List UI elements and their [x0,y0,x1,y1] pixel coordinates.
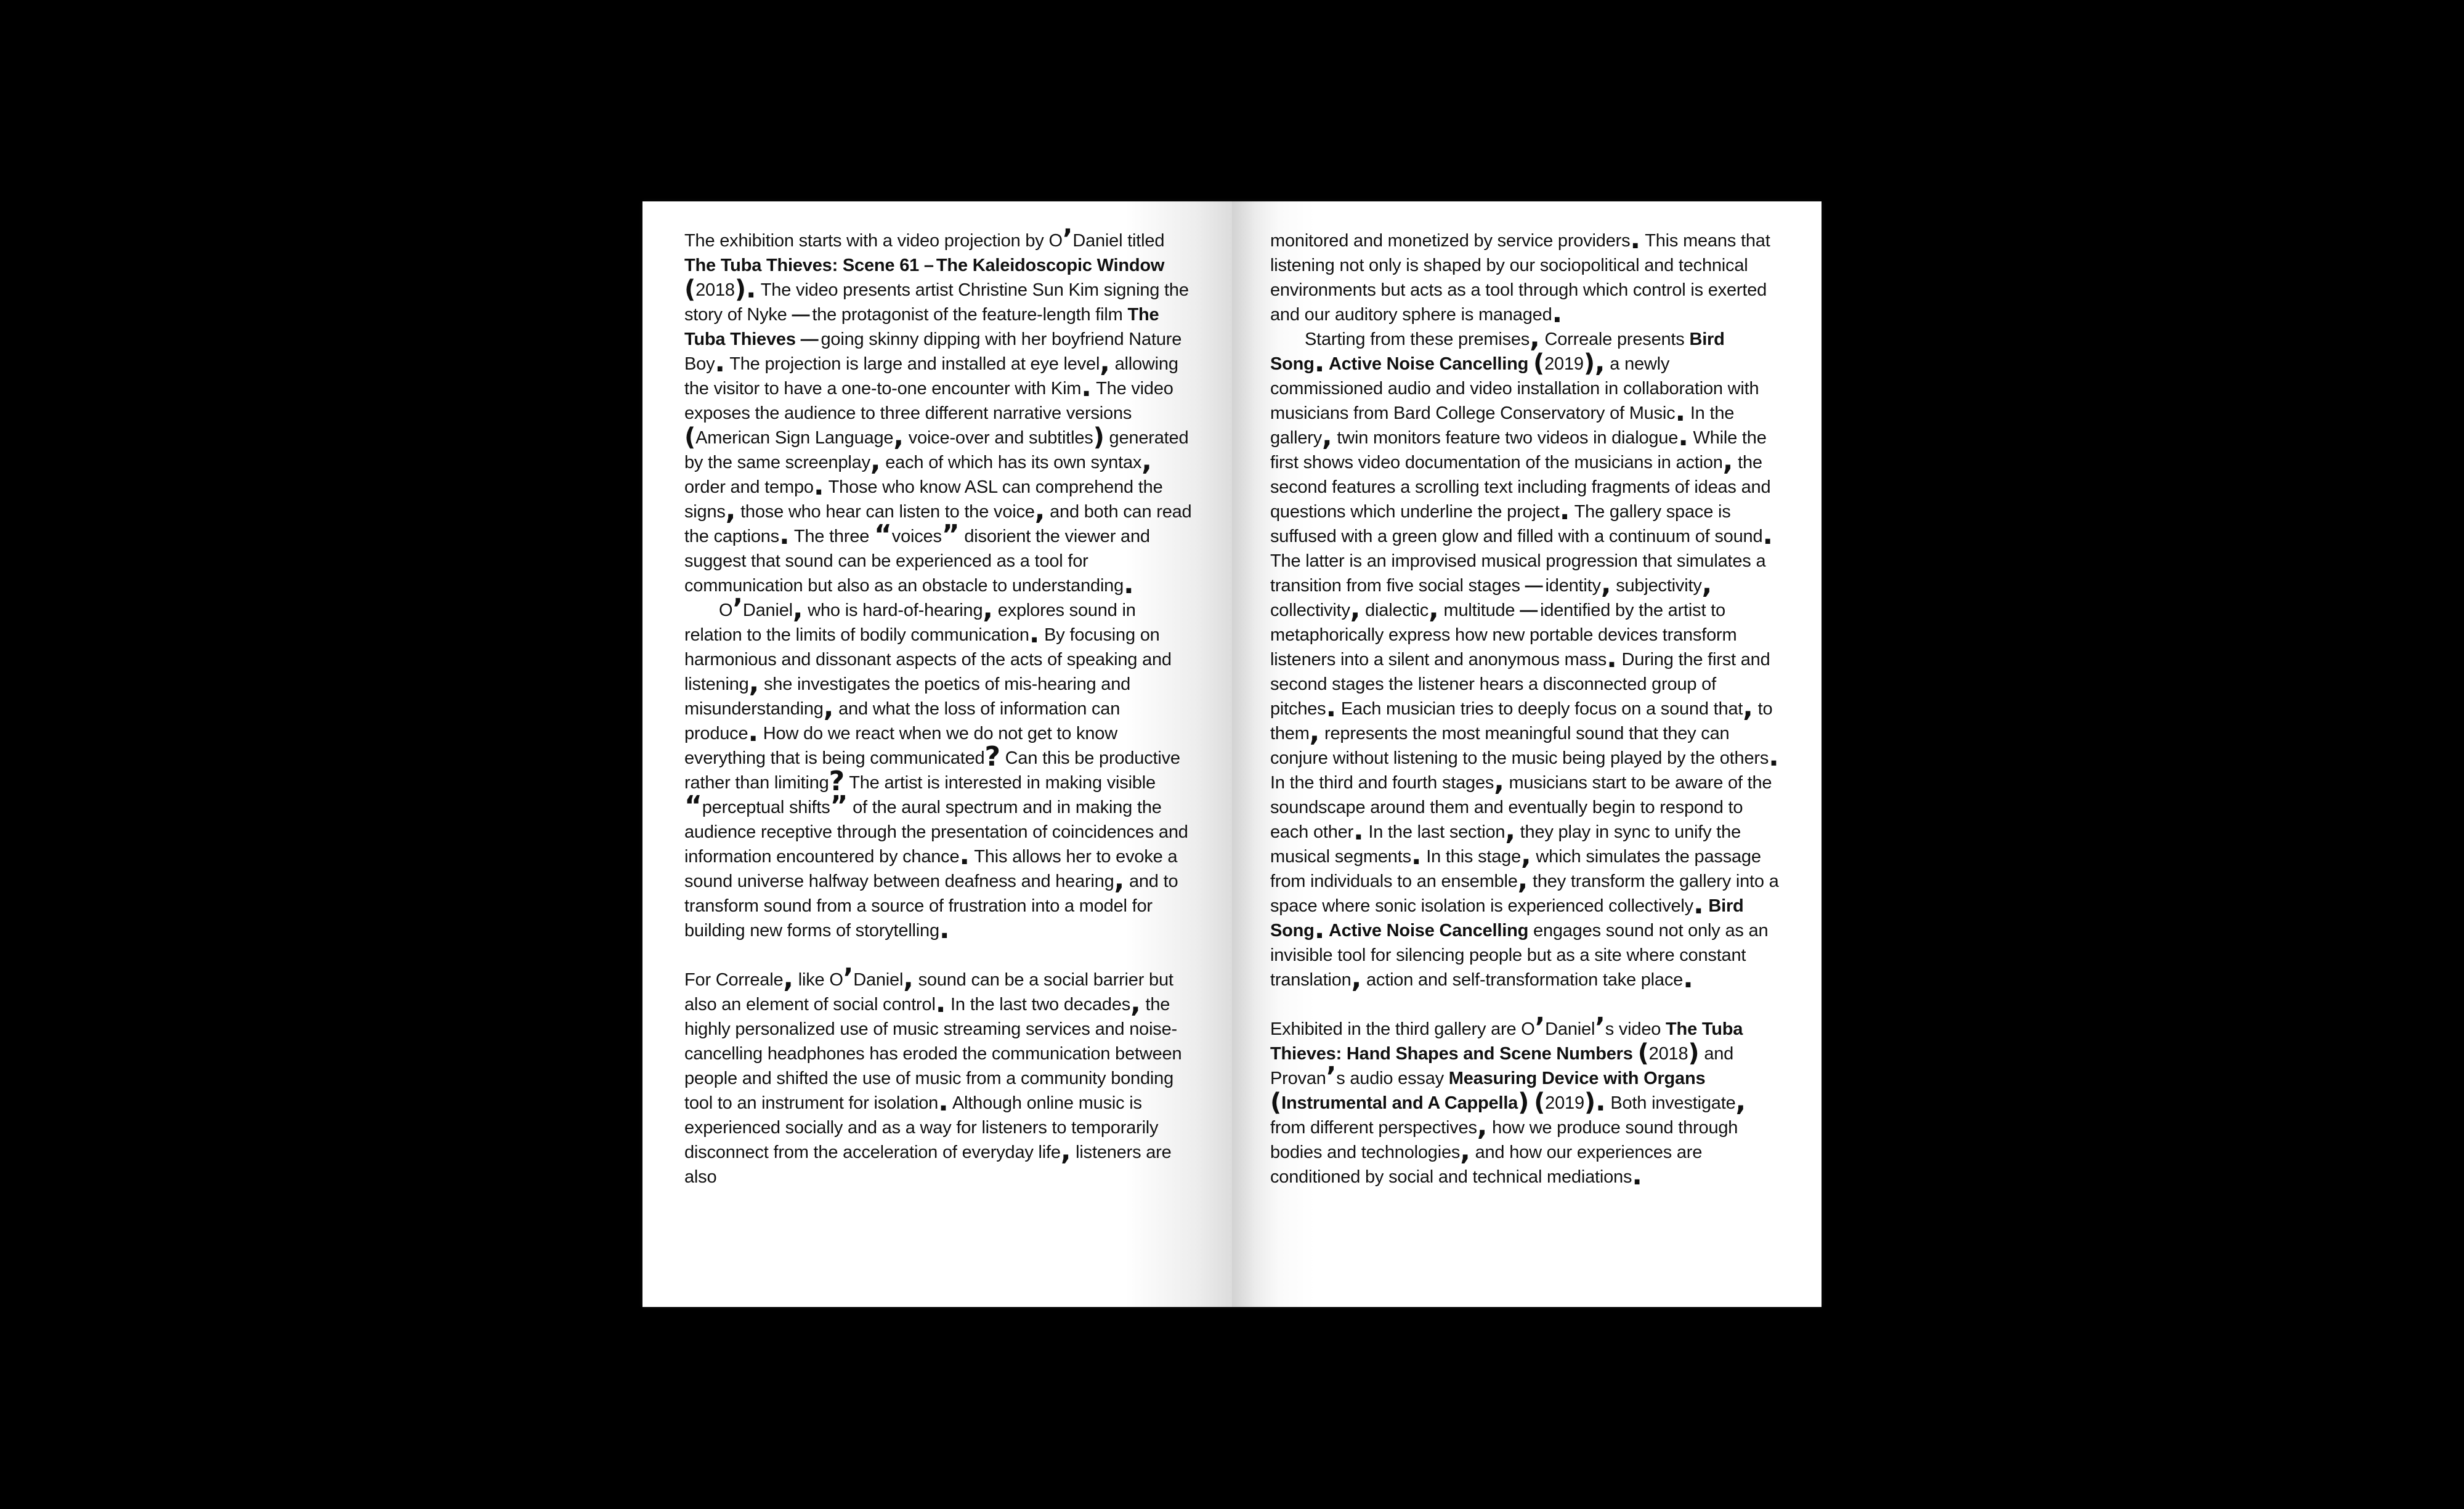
left-paragraph-1: The exhibition starts with a video projection by O’Daniel titled The Tuba Thieves: Scene 61 – The Kaleidoscopic Window (2018). The video presents artist Christine Sun Kim signing the story of Nyke — the protagonist of the feature-length film The Tuba Thieves — going skinny dipping with her boyfriend Nature Boy. The projection is large and installed at eye level, allowing the visitor to have a one-to-one encounter with Kim. The video exposes the audience to three different narrative versions (American Sign Language, voice-over and subtitles) generated by the same screenplay, each of which has its own syntax, order and tempo. Those who know ASL can comprehend the signs, those who hear can listen to the voice, and both can read the captions. The three “voices” disorient the viewer and suggest that sound can be experienced as a tool for communication but also as an obstacle to understanding. [684,224,1192,600]
book-spread [642,201,1822,1307]
right-paragraph-2: Starting from these premises, Correale presents Bird Song. Active Noise Cancelling (2019), a newly commissioned audio and video installation in collaboration with musicians from Bard College Conservatory of Music. In the gallery, twin monitors feature two videos in dialogue. While the first shows video documentation of the musicians in action, the second features a scrolling text including fragments of ideas and questions which underline the project. The gallery space is suffused with a green glow and filled with a continuum of sound. The latter is an improvised musical progression that simulates a transition from five social stages — identity, subjectivity, collectivity, dialectic, multitude — identified by the artist to metaphorically express how new portable devices transform listeners into a silent and anonymous mass. During the first and second stages the listener hears a disconnected group of pitches. Each musician tries to deeply focus on a sound that, to them, represents the most meaningful sound that they can conjure without listening to the music being played by the others. In the third and fourth stages, musicians start to be aware of the soundscape around them and eventually begin to respond to each other. In the last section, they play in sync to unify the musical segments. In this stage, which simulates the passage from individuals to an ensemble, they transform the gallery into a space where sonic isolation is experienced collectively. Bird Song. Active Noise Cancelling engages sound not only as an invisible tool for silencing people but as a site where constant translation, action and self-transformation take place. [1270,322,1779,994]
right-paragraph-3: Exhibited in the third gallery are O’Daniel’s video The Tuba Thieves: Hand Shapes and Scene Numbers (2018) and Provan’s audio essay Measuring Device with Organs (Instrumental and A Cappella) (2019). Both investigate, from different perspectives, how we produce sound through bodies and technologies, and how our experiences are conditioned by social and technical mediations. [1270,1012,1746,1191]
right-page-text [1270,224,1781,1191]
left-page-text [684,224,1196,1189]
left-paragraph-3: For Correale, like O’Daniel, sound can be a social barrier but also an element of social control. In the last two decades, the highly personalized use of music streaming services and noise-cancelling headphones has eroded the communication between people and shifted the use of music from a community bonding tool to an instrument for isolation. Although online music is experienced socially and as a way for listeners to temporarily disconnect from the acceleration of everyday life, listeners are also [684,963,1182,1187]
right-page [1232,201,1822,1307]
left-paragraph-2: O’Daniel, who is hard-of-hearing, explores sound in relation to the limits of bodily communication. By focusing on harmonious and dissonant aspects of the acts of speaking and listening, she investigates the poetics of mis-hearing and misunderstanding, and what the loss of information can produce. How do we react when we do not get to know everything that is being communicated? Can this be productive rather than limiting? The artist is interested in making visible “perceptual shifts” of the aural spectrum and in making the audience receptive through the presentation of coincidences and information encountered by chance. This allows her to evoke a sound universe halfway between deafness and hearing, and to transform sound from a source of frustration into a model for building new forms of storytelling. [684,593,1188,945]
right-paragraph-1: monitored and monetized by service providers. This means that listening not only is shaped by our sociopolitical and technical environments but acts as a tool through which control is exerted and our auditory sphere is managed. [1270,224,1770,329]
left-page [642,201,1232,1307]
